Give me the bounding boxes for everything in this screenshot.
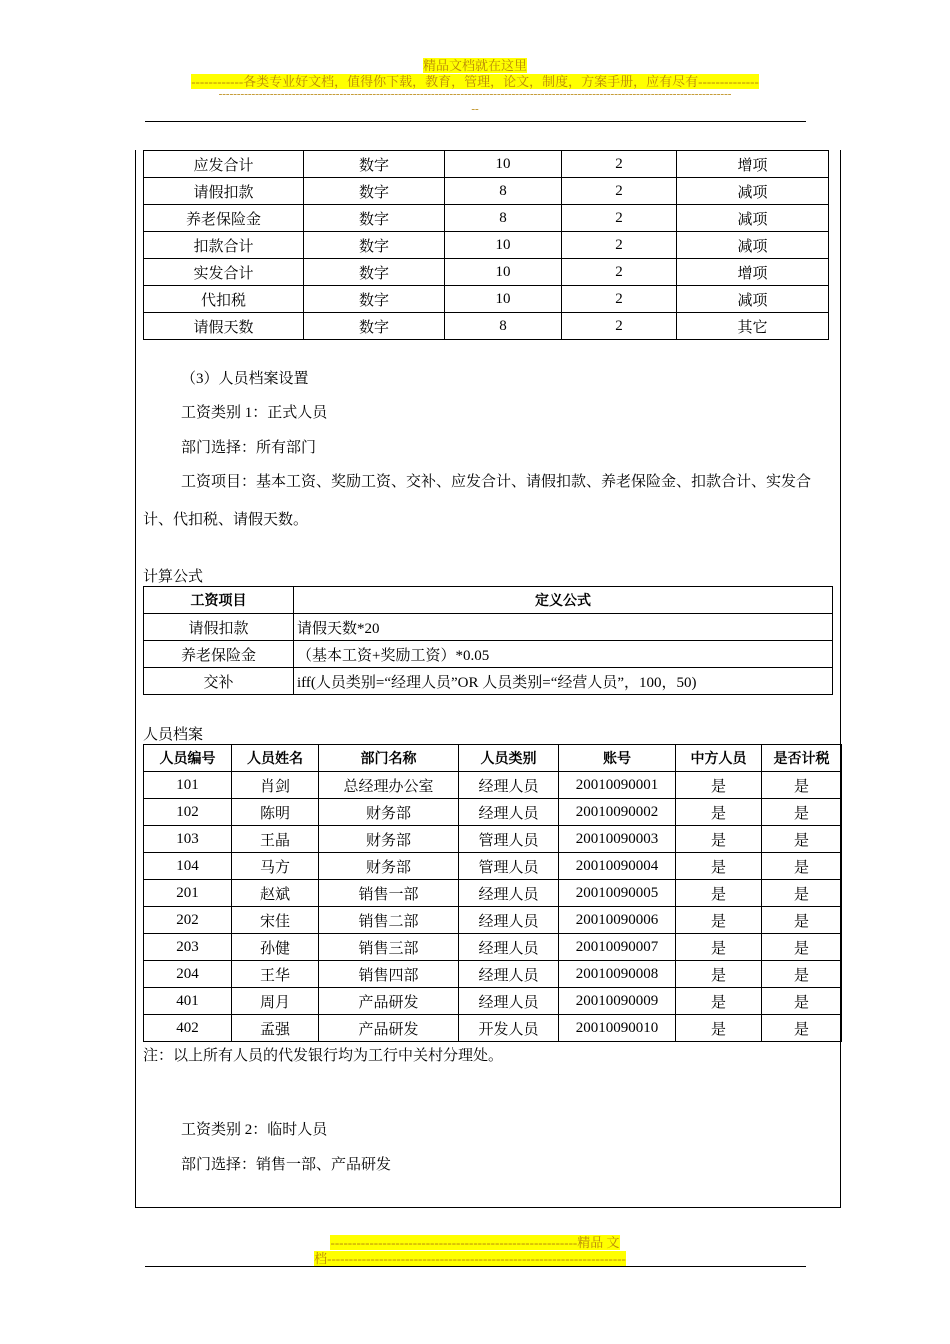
id-cell: 402 — [144, 1015, 232, 1042]
dept-cell: 财务部 — [319, 799, 459, 826]
header-title-text: 精品文档就在这里 — [422, 58, 527, 73]
name-cell: 赵斌 — [232, 880, 319, 907]
header-dash-tail: -- — [471, 103, 479, 115]
item-decimal-cell: 2 — [562, 205, 677, 232]
taxable-cell: 是 — [762, 1015, 842, 1042]
item-length-cell: 10 — [445, 286, 562, 313]
item-row — [144, 313, 829, 340]
header-rule — [145, 121, 806, 122]
item-decimal-cell: 2 — [562, 286, 677, 313]
dept-cell: 产品研发 — [319, 1015, 459, 1042]
item-decimal-cell: 2 — [562, 259, 677, 286]
footer-rule — [145, 1266, 806, 1267]
item-name-cell: 代扣税 — [144, 286, 304, 313]
dept-cell: 财务部 — [319, 826, 459, 853]
item-name-cell: 应发合计 — [144, 151, 304, 178]
formula-item-cell: 交补 — [144, 668, 294, 695]
taxable-cell: 是 — [762, 988, 842, 1015]
item-row — [144, 259, 829, 286]
chinese-cell: 是 — [676, 1015, 762, 1042]
footer-line1-text: ---------------------------------------------------------精品 文 — [330, 1235, 620, 1250]
chinese-cell: 是 — [676, 988, 762, 1015]
name-cell: 孟强 — [232, 1015, 319, 1042]
personnel-row — [144, 934, 842, 961]
item-attr-cell: 减项 — [677, 205, 829, 232]
item-row — [144, 205, 829, 232]
formula-item-cell: 养老保险金 — [144, 641, 294, 668]
personnel-row — [144, 988, 842, 1015]
item-type-cell: 数字 — [304, 151, 445, 178]
chinese-cell: 是 — [676, 826, 762, 853]
personnel-table — [143, 744, 842, 1042]
personnel-row — [144, 772, 842, 799]
category2-title: 工资类别 2：临时人员 — [181, 1122, 328, 1138]
dept-cell: 销售二部 — [319, 907, 459, 934]
name-cell: 陈明 — [232, 799, 319, 826]
header-slogan-text: ------------各类专业好文档，值得你下载，教育，管理，论文，制度，方案手册，应有尽有-------------- — [191, 74, 759, 89]
dept-cell: 销售一部 — [319, 880, 459, 907]
formula-table — [143, 586, 833, 695]
personnel-row — [144, 880, 842, 907]
personnel-row — [144, 1015, 842, 1042]
chinese-cell: 是 — [676, 907, 762, 934]
header-account: 账号 — [559, 745, 676, 772]
item-type-cell: 数字 — [304, 313, 445, 340]
taxable-cell: 是 — [762, 772, 842, 799]
salary-items-line1: 工资项目：基本工资、奖励工资、交补、应发合计、请假扣款、养老保险金、扣款合计、实发合 — [181, 474, 812, 490]
name-cell: 马方 — [232, 853, 319, 880]
item-name-cell: 请假天数 — [144, 313, 304, 340]
category-cell: 经理人员 — [459, 799, 559, 826]
id-cell: 202 — [144, 907, 232, 934]
formula-row — [144, 641, 833, 668]
taxable-cell: 是 — [762, 799, 842, 826]
footer-line2 — [0, 1248, 945, 1267]
chinese-cell: 是 — [676, 880, 762, 907]
personnel-row — [144, 826, 842, 853]
account-cell: 20010090001 — [559, 772, 676, 799]
formula-definition-cell: （基本工资+奖励工资）*0.05 — [294, 641, 833, 668]
category-cell: 管理人员 — [459, 826, 559, 853]
account-cell: 20010090007 — [559, 934, 676, 961]
category1-dept: 部门选择：所有部门 — [181, 440, 317, 456]
id-cell: 204 — [144, 961, 232, 988]
category-cell: 经理人员 — [459, 907, 559, 934]
item-type-cell: 数字 — [304, 286, 445, 313]
section-heading: （3）人员档案设置 — [181, 371, 309, 387]
footer-line2-text: 档--------------------------------------------------------------------- — [314, 1251, 626, 1266]
item-decimal-cell: 2 — [562, 232, 677, 259]
personnel-row — [144, 799, 842, 826]
item-name-cell: 扣款合计 — [144, 232, 304, 259]
item-attr-cell: 减项 — [677, 178, 829, 205]
dept-cell: 财务部 — [319, 853, 459, 880]
id-cell: 201 — [144, 880, 232, 907]
account-cell: 20010090006 — [559, 907, 676, 934]
chinese-cell: 是 — [676, 772, 762, 799]
taxable-cell: 是 — [762, 907, 842, 934]
item-type-cell: 数字 — [304, 178, 445, 205]
dept-cell: 销售三部 — [319, 934, 459, 961]
name-cell: 王华 — [232, 961, 319, 988]
personnel-note: 注：以上所有人员的代发银行均为工行中关村分理处。 — [143, 1048, 504, 1064]
account-cell: 20010090009 — [559, 988, 676, 1015]
chinese-cell: 是 — [676, 961, 762, 988]
category-cell: 经理人员 — [459, 880, 559, 907]
salary-item-table — [143, 150, 829, 340]
chinese-cell: 是 — [676, 934, 762, 961]
header-dash-line: -------------------------------------------------------------------------------------------------------------------------------------------- — [218, 88, 732, 100]
formula-row — [144, 614, 833, 641]
header-dept: 部门名称 — [319, 745, 459, 772]
account-cell: 20010090005 — [559, 880, 676, 907]
account-cell: 20010090003 — [559, 826, 676, 853]
id-cell: 102 — [144, 799, 232, 826]
formula-caption: 计算公式 — [143, 569, 204, 585]
chinese-cell: 是 — [676, 799, 762, 826]
formula-definition-cell: 请假天数*20 — [294, 614, 833, 641]
item-name-cell: 养老保险金 — [144, 205, 304, 232]
item-attr-cell: 增项 — [677, 151, 829, 178]
item-row — [144, 151, 829, 178]
id-cell: 104 — [144, 853, 232, 880]
category-cell: 经理人员 — [459, 934, 559, 961]
taxable-cell: 是 — [762, 826, 842, 853]
item-decimal-cell: 2 — [562, 313, 677, 340]
item-row — [144, 232, 829, 259]
id-cell: 203 — [144, 934, 232, 961]
item-decimal-cell: 2 — [562, 151, 677, 178]
personnel-row — [144, 961, 842, 988]
item-length-cell: 8 — [445, 178, 562, 205]
item-length-cell: 8 — [445, 205, 562, 232]
name-cell: 宋佳 — [232, 907, 319, 934]
item-type-cell: 数字 — [304, 259, 445, 286]
header-id: 人员编号 — [144, 745, 232, 772]
header-name: 人员姓名 — [232, 745, 319, 772]
item-decimal-cell: 2 — [562, 178, 677, 205]
id-cell: 401 — [144, 988, 232, 1015]
formula-header-definition: 定义公式 — [294, 587, 833, 614]
header-category: 人员类别 — [459, 745, 559, 772]
taxable-cell: 是 — [762, 880, 842, 907]
item-row — [144, 286, 829, 313]
item-attr-cell: 其它 — [677, 313, 829, 340]
salary-items-line2: 计、代扣税、请假天数。 — [143, 512, 309, 528]
item-name-cell: 实发合计 — [144, 259, 304, 286]
formula-item-cell: 请假扣款 — [144, 614, 294, 641]
account-cell: 20010090008 — [559, 961, 676, 988]
personnel-caption: 人员档案 — [143, 727, 204, 743]
name-cell: 王晶 — [232, 826, 319, 853]
item-length-cell: 10 — [445, 151, 562, 178]
item-row — [144, 178, 829, 205]
personnel-row — [144, 907, 842, 934]
formula-row — [144, 668, 833, 695]
item-attr-cell: 增项 — [677, 259, 829, 286]
dept-cell: 销售四部 — [319, 961, 459, 988]
header-chinese: 中方人员 — [676, 745, 762, 772]
name-cell: 肖剑 — [232, 772, 319, 799]
chinese-cell: 是 — [676, 853, 762, 880]
item-length-cell: 8 — [445, 313, 562, 340]
personnel-row — [144, 853, 842, 880]
dept-cell: 产品研发 — [319, 988, 459, 1015]
formula-definition-cell: iff(人员类别=“经理人员”OR 人员类别=“经营人员”，100，50) — [294, 668, 833, 695]
taxable-cell: 是 — [762, 961, 842, 988]
formula-header-item: 工资项目 — [144, 587, 294, 614]
category-cell: 经理人员 — [459, 772, 559, 799]
item-name-cell: 请假扣款 — [144, 178, 304, 205]
category-cell: 管理人员 — [459, 853, 559, 880]
taxable-cell: 是 — [762, 934, 842, 961]
name-cell: 孙健 — [232, 934, 319, 961]
category-cell: 经理人员 — [459, 988, 559, 1015]
item-type-cell: 数字 — [304, 205, 445, 232]
id-cell: 101 — [144, 772, 232, 799]
taxable-cell: 是 — [762, 853, 842, 880]
dept-cell: 总经理办公室 — [319, 772, 459, 799]
item-type-cell: 数字 — [304, 232, 445, 259]
item-length-cell: 10 — [445, 232, 562, 259]
account-cell: 20010090002 — [559, 799, 676, 826]
item-attr-cell: 减项 — [677, 232, 829, 259]
category-cell: 经理人员 — [459, 961, 559, 988]
item-length-cell: 10 — [445, 259, 562, 286]
id-cell: 103 — [144, 826, 232, 853]
account-cell: 20010090004 — [559, 853, 676, 880]
account-cell: 20010090010 — [559, 1015, 676, 1042]
header-taxable: 是否计税 — [762, 745, 842, 772]
category2-dept: 部门选择：销售一部、产品研发 — [181, 1157, 392, 1173]
category-cell: 开发人员 — [459, 1015, 559, 1042]
name-cell: 周月 — [232, 988, 319, 1015]
category1-title: 工资类别 1：正式人员 — [181, 405, 328, 421]
item-attr-cell: 减项 — [677, 286, 829, 313]
